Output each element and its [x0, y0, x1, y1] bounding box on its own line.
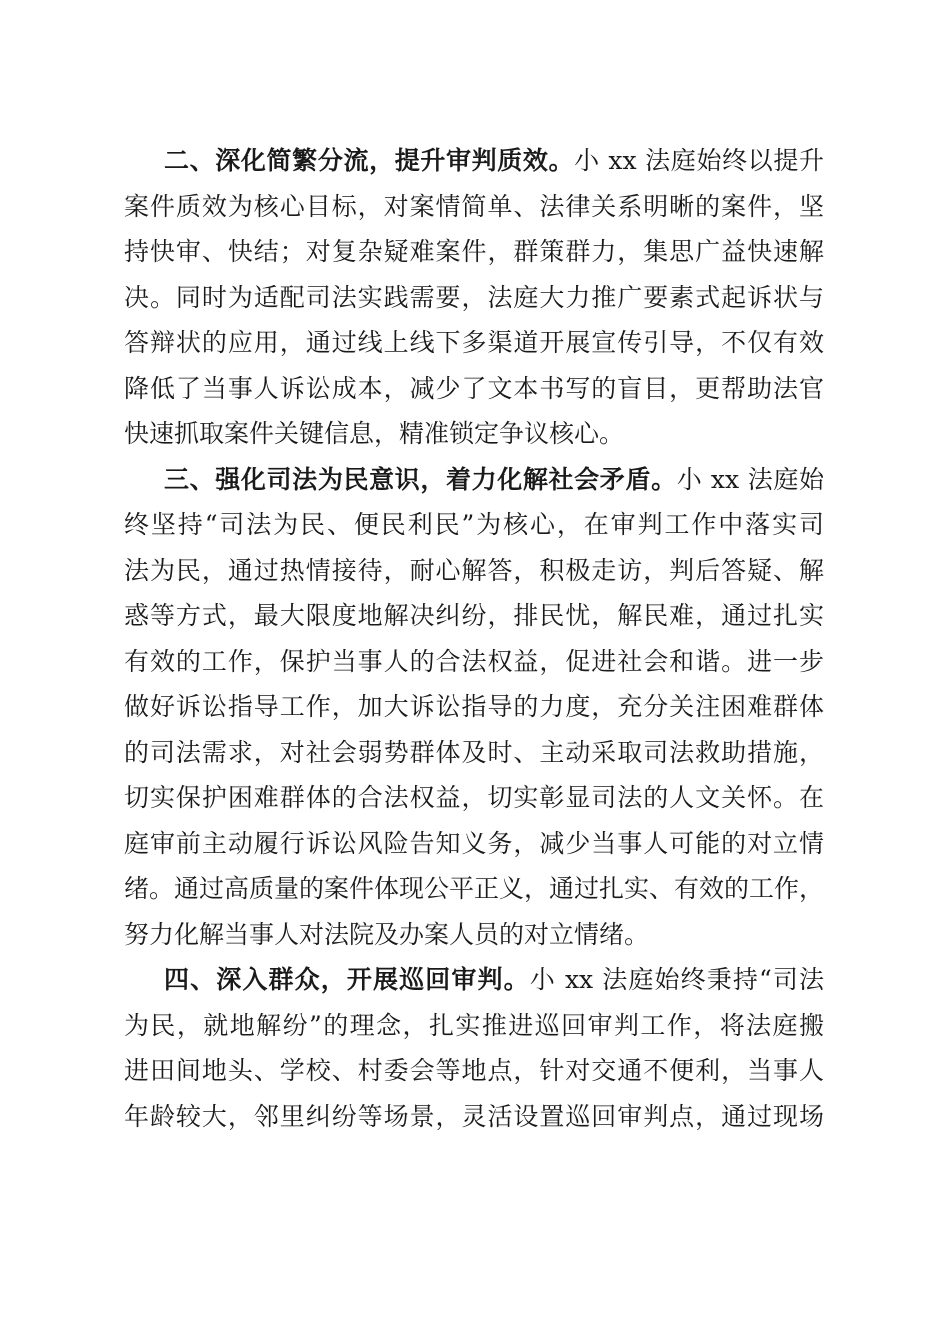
- paragraph-1-heading: 二、深化简繁分流，提升审判质效。: [164, 146, 575, 175]
- paragraph-2: [124, 457, 824, 958]
- paragraph-3-first-line-text: 小 xx 法庭始终秉持“司法: [529, 965, 824, 994]
- paragraph-2-line: 法为民，通过热情接待，耐心解答，积极走访，判后答疑、解: [124, 555, 824, 585]
- paragraph-1-line: 案件质效为核心目标，对案情简单、法律关系明晰的案件，坚: [124, 191, 824, 221]
- paragraph-2-line: 的司法需求，对社会弱势群体及时、主动采取司法救助措施，: [124, 737, 824, 767]
- paragraph-1-line: 决。同时为适配司法实践需要，法庭大力推广要素式起诉状与: [124, 282, 824, 312]
- paragraph-1-line: 快速抓取案件关键信息，精准锁定争议核心。: [124, 419, 625, 448]
- paragraph-2-line: 有效的工作，保护当事人的合法权益，促进社会和谐。进一步: [124, 646, 824, 676]
- paragraph-1-first-line-text: 小 xx 法庭始终以提升: [574, 146, 824, 175]
- paragraph-3: [124, 957, 824, 1139]
- paragraph-2-line: 终坚持“司法为民、便民利民”为核心，在审判工作中落实司: [124, 510, 824, 539]
- paragraph-2-heading: 三、强化司法为民意识，着力化解社会矛盾。: [164, 464, 677, 494]
- paragraph-2-line: 庭审前主动履行诉讼风险告知义务，减少当事人可能的对立情: [124, 828, 824, 858]
- paragraph-2-line: 惑等方式，最大限度地解决纠纷，排民忧，解民难，通过扎实: [124, 601, 824, 630]
- paragraph-3-line: 为民，就地解纷”的理念，扎实推进巡回审判工作，将法庭搬: [124, 1010, 824, 1040]
- paragraph-2-first-line: [124, 457, 824, 503]
- paragraph-1-line: 持快审、快结；对复杂疑难案件，群策群力，集思广益快速解: [124, 237, 824, 266]
- paragraph-3-heading: 四、深入群众，开展巡回审判。: [164, 965, 530, 994]
- paragraph-1-first-line: [124, 138, 824, 184]
- paragraph-2-line: 做好诉讼指导工作，加大诉讼指导的力度，充分关注困难群体: [124, 692, 824, 721]
- paragraph-2-line: 绪。通过高质量的案件体现公平正义，通过扎实、有效的工作，: [124, 874, 824, 903]
- document-body: [124, 138, 824, 1139]
- paragraph-2-first-line-text: 小 xx 法庭始: [676, 464, 824, 494]
- paragraph-2-line: 努力化解当事人对法院及办案人员的对立情绪。: [124, 919, 650, 949]
- paragraph-3-first-line: [124, 957, 824, 1003]
- paragraph-1: [124, 138, 824, 457]
- paragraph-3-line: 年龄较大，邻里纠纷等场景，灵活设置巡回审判点，通过现场: [124, 1101, 824, 1131]
- paragraph-1-line: 降低了当事人诉讼成本，减少了文本书写的盲目，更帮助法官: [124, 373, 824, 403]
- paragraph-1-line: 答辩状的应用，通过线上线下多渠道开展宣传引导，不仅有效: [124, 328, 824, 357]
- paragraph-2-line: 切实保护困难群体的合法权益，切实彰显司法的人文关怀。在: [124, 783, 824, 812]
- paragraph-3-line: 进田间地头、学校、村委会等地点，针对交通不便利，当事人: [124, 1056, 824, 1085]
